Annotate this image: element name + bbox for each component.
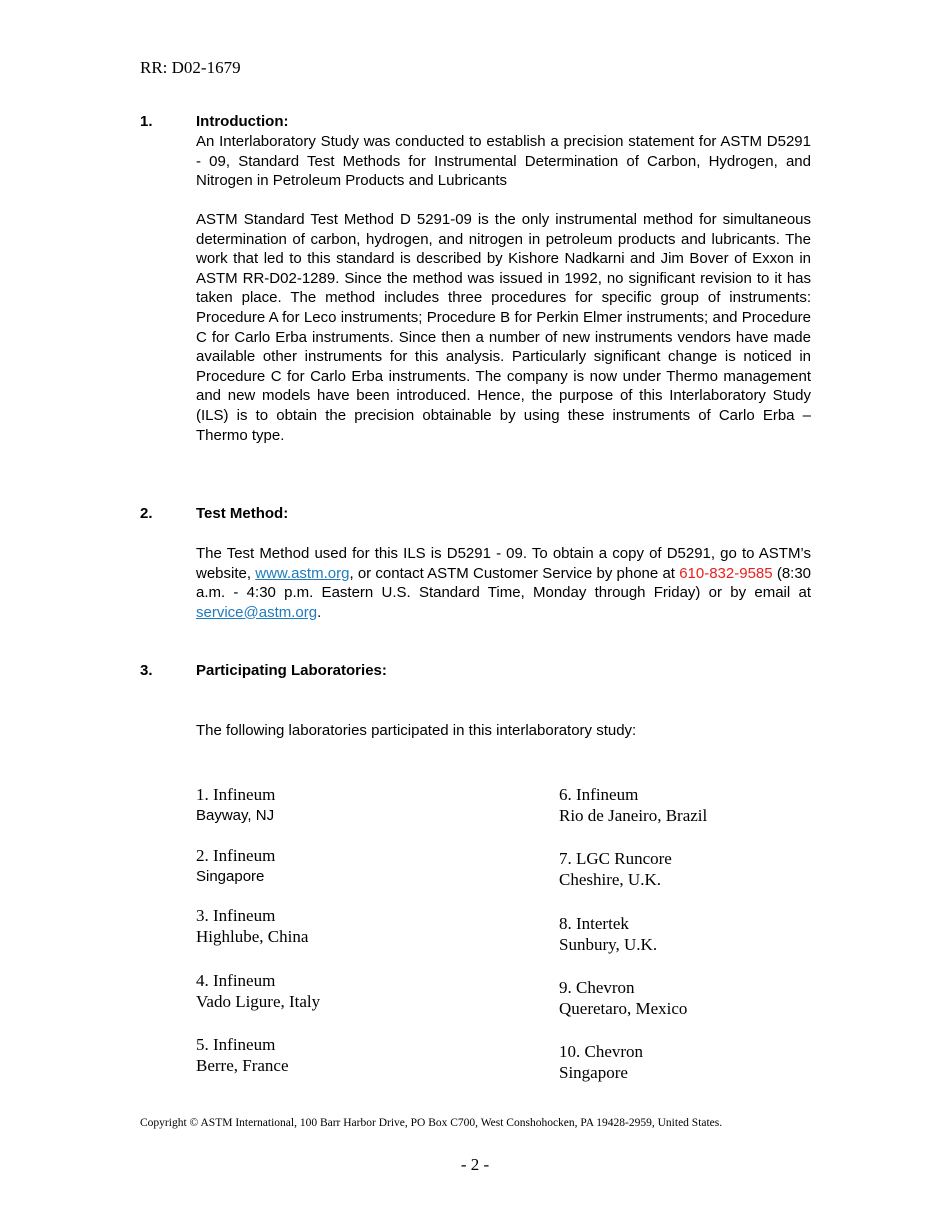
lab-name: 10. Chevron xyxy=(559,1042,644,1061)
test-method-paragraph xyxy=(196,544,811,622)
lab-location: Highlube, China xyxy=(196,927,309,946)
section-title: Participating Laboratories: xyxy=(196,662,387,679)
lab-name: 6. Infineum xyxy=(559,785,639,804)
lab-location: Cheshire, U.K. xyxy=(559,870,661,889)
lab-location: Bayway, NJ xyxy=(196,807,275,824)
lab-name: 2. Infineum xyxy=(196,846,276,865)
lab-location: Vado Ligure, Italy xyxy=(196,992,321,1011)
lab-name: 7. LGC Runcore xyxy=(559,849,672,868)
lab-location: Singapore xyxy=(196,868,265,885)
section-number: 1. xyxy=(140,113,153,130)
text-segment: (8:30 a.m. - 4:30 p.m. Eastern U.S. Standard Time, Monday through Friday) or by email at xyxy=(196,564,812,602)
section-number: 3. xyxy=(140,662,153,679)
lab-name: 9. Chevron xyxy=(559,978,635,997)
service-email-link[interactable]: service@astm.org xyxy=(196,603,318,621)
lab-location: Sunbury, U.K. xyxy=(559,935,658,954)
intro-paragraph-2: ASTM Standard Test Method D 5291-09 is the only instrumental method for simultaneous determination of carbon, hydrogen, and nitrogen in petroleum products and lubricants. The work that led to this standard is described by Kishore Nadkarni and Jim Bover of Exxon in ASTM RR-D02-1289. Since the method was issued in 1992, no significant revision to it has taken place. The method includes three procedures for specific group of instruments: Procedure A for Leco instruments; Procedure B for Perkin Elmer instruments; and Procedure C for Carlo Erba instruments. Since then a number of new instruments vendors have made available other instruments for this analysis. Particularly significant change is noticed in Procedure C for Carlo Erba instruments. The company is now under Thermo management and new models have been introduced. Hence, the purpose of this Interlaboratory Study (ILS) is to obtain the precision obtainable by using these instruments of Carlo Erba – Thermo type. xyxy=(196,211,811,444)
laboratory-entry xyxy=(196,784,275,826)
section-number: 2. xyxy=(140,505,153,522)
lab-location: Singapore xyxy=(559,1063,628,1082)
laboratory-entry xyxy=(559,784,707,826)
text-segment: . xyxy=(317,603,322,621)
intro-paragraph-1: An Interlaboratory Study was conducted to establish a precision statement for ASTM D5291 - 09, Standard Test Methods for Instrumental Determination of Carbon, Hydrogen, and Nitrogen in Petroleum Products and Lubricants xyxy=(196,133,811,190)
text-segment: , or contact ASTM Customer Service by phone at xyxy=(349,564,680,582)
lab-location: Queretaro, Mexico xyxy=(559,999,688,1018)
lab-name: 3. Infineum xyxy=(196,906,276,925)
laboratory-entry xyxy=(196,970,320,1012)
laboratory-entry xyxy=(559,1041,643,1083)
laboratory-entry xyxy=(196,845,275,887)
laboratory-entry xyxy=(559,977,687,1019)
lab-name: 1. Infineum xyxy=(196,785,276,804)
laboratory-entry xyxy=(196,905,308,947)
laboratories-intro: The following laboratories participated in this interlaboratory study: xyxy=(196,722,637,739)
customer-service-phone: 610-832-9585 xyxy=(679,564,773,582)
lab-location: Rio de Janeiro, Brazil xyxy=(559,806,708,825)
page-number: - 2 - xyxy=(460,1155,490,1174)
laboratory-entry xyxy=(559,848,672,890)
laboratory-entry xyxy=(196,1034,289,1076)
laboratory-entry xyxy=(559,913,657,955)
lab-name: 8. Intertek xyxy=(559,914,629,933)
astm-website-link[interactable]: www.astm.org xyxy=(255,564,350,582)
text-segment: The Test Method used for this ILS is D5291 - 09. To obtain a copy of D5291, go to ASTM’s website, xyxy=(196,545,811,582)
lab-name: 5. Infineum xyxy=(196,1035,276,1054)
lab-location: Berre, France xyxy=(196,1056,289,1075)
section-title: Test Method: xyxy=(196,505,289,522)
lab-name: 4. Infineum xyxy=(196,971,276,990)
section-title: Introduction: xyxy=(196,113,289,130)
report-reference: RR: D02-1679 xyxy=(140,58,241,77)
copyright-notice: Copyright © ASTM International, 100 Barr Harbor Drive, PO Box C700, West Conshohocken, PA 19428-2959, United States. xyxy=(140,1117,723,1129)
